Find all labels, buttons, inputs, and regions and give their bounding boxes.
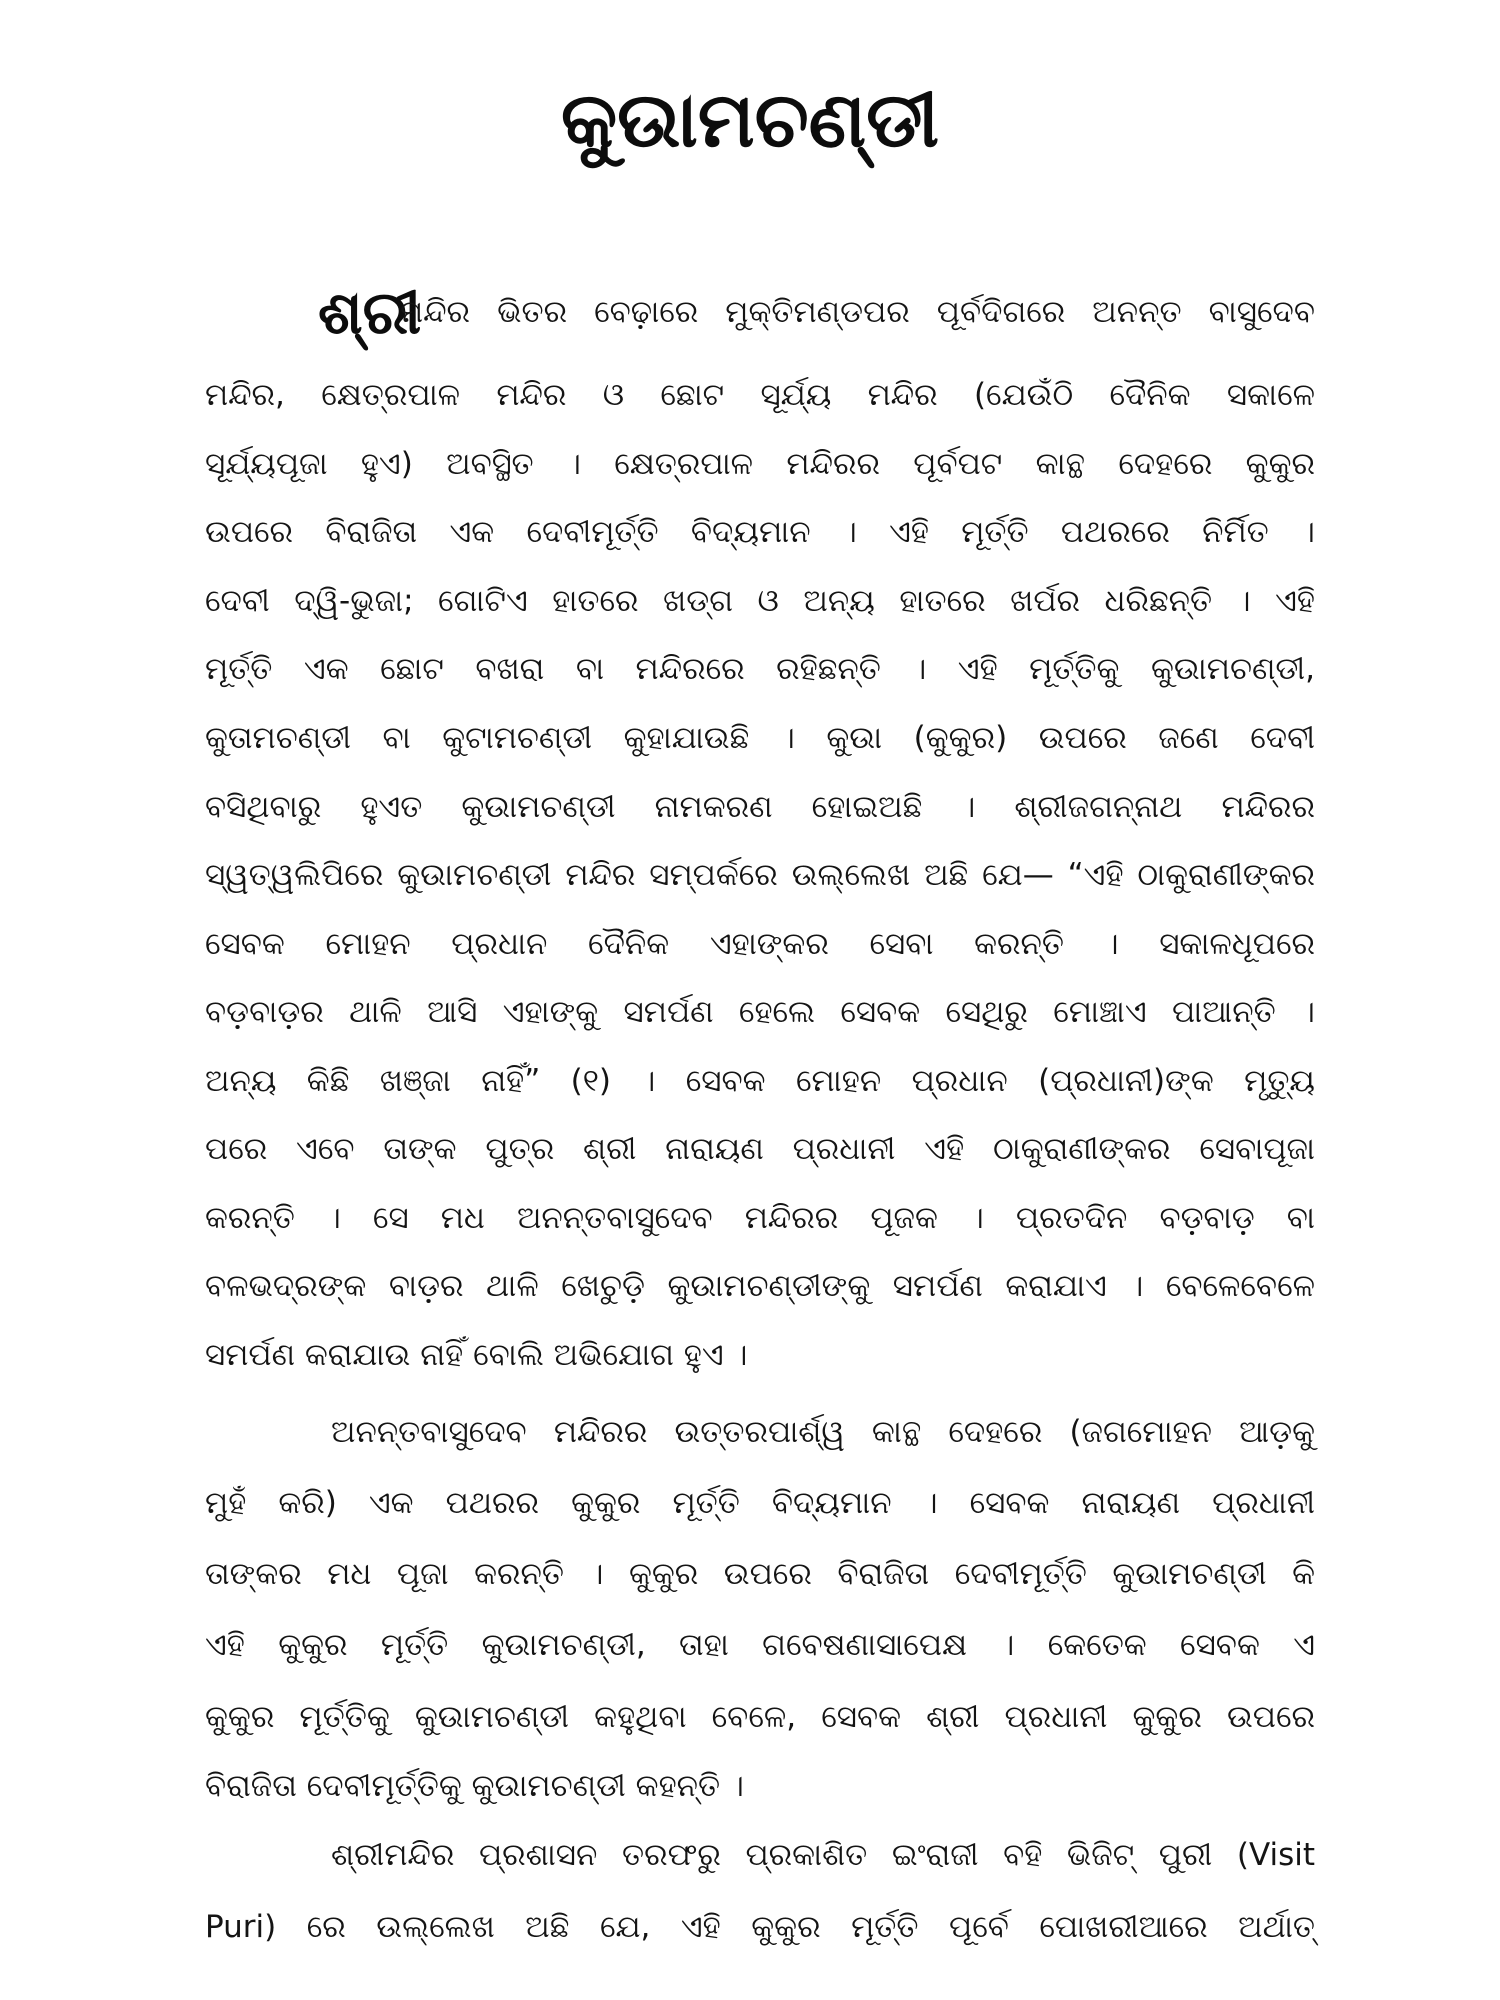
text-line: ଦେବୀ ଦ୍ୱି-ଭୁଜା; ଗୋଟିଏ ହାତରେ ଖଡ୍‌ଗ ଓ ଅନ୍ୟ ହାତରେ ଖର୍ପର ଧରିଛନ୍ତି । ଏହି [205, 583, 1315, 619]
text-line: ବଡ଼ବାଡ଼ର ଥାଳି ଆସି ଏହାଙ୍କୁ ସମର୍ପଣ ହେଲେ ସେବକ ସେଥିରୁ ମୋଞ୍ଚାଏ ପାଆନ୍ତି । [205, 994, 1315, 1030]
text-line: ମନ୍ଦିର ଭିତର ବେଢ଼ାରେ ମୁକ୍ତିମଣ୍ଡପର ପୂର୍ବଦିଗରେ ଅନନ୍ତ ବାସୁଦେବ [400, 294, 1315, 330]
text-line: ସ୍ୱତ୍ୱଲିପିରେ କୁଉାମଚଣ୍ଡୀ ମନ୍ଦିର ସମ୍ପର୍କରେ ଉଲ୍ଲେଖ ଅଛି ଯେ— “ଏହି ଠାକୁରାଣୀଙ୍କର [205, 857, 1315, 893]
text-line: ମୁହଁ କରି) ଏକ ପଥରର କୁକୁର ମୂର୍ତ୍ତି ବିଦ୍ୟମାନ । ସେବକ ନାରାୟଣ ପ୍ରଧାନୀ [205, 1485, 1315, 1521]
text-line: ତାଙ୍କର ମଧ ପୂଜା କରନ୍ତି । କୁକୁର ଉପରେ ବିରାଜିତା ଦେବୀମୂର୍ତ୍ତି କୁଉାମଚଣ୍ଡୀ କି [205, 1556, 1315, 1592]
text-line: ଉପରେ ବିରାଜିତା ଏକ ଦେବୀମୂର୍ତ୍ତି ବିଦ୍ୟମାନ । ଏହି ମୂର୍ତ୍ତି ପଥରରେ ନିର୍ମିତ । [205, 514, 1315, 550]
text-line: ବଳଭଦ୍ରଙ୍କ ବାଡ଼ର ଥାଳି ଖେଚୁଡ଼ି କୁଉାମଚଣ୍ଡୀଙ୍କୁ ସମର୍ପଣ କରାଯାଏ । ବେଳେବେଳେ [205, 1268, 1315, 1304]
text-line: ସୂର୍ଯ୍ୟପୂଜା ହୁଏ) ଅବସ୍ଥିତ । କ୍ଷେତ୍ରପାଳ ମନ୍ଦିରର ପୂର୍ବପଟ କାନ୍ଥ ଦେହରେ କୁକୁର [205, 446, 1315, 482]
text-line: କୁକୁର ମୂର୍ତ୍ତିକୁ କୁଉାମଚଣ୍ଡୀ କହୁଥିବା ବେଳେ, ସେବକ ଶ୍ରୀ ପ୍ରଧାନୀ କୁକୁର ଉପରେ [205, 1699, 1315, 1735]
text-line: Puri) ରେ ଉଲ୍ଲେଖ ଅଛି ଯେ, ଏହି କୁକୁର ମୂର୍ତ୍ତି ପୂର୍ବେ ପୋଖରୀଆରେ ଅର୍ଥାତ୍ [205, 1909, 1315, 1945]
text-line: କରନ୍ତି । ସେ ମଧ ଅନନ୍ତବାସୁଦେବ ମନ୍ଦିରର ପୂଜକ । ପ୍ରତଦିନ ବଡ଼ବାଡ଼ ବା [205, 1200, 1315, 1236]
text-line: କୁତାମଚଣ୍ଡୀ ବା କୁଟାମଚଣ୍ଡୀ କୁହାଯାଉଛି । କୁଉା (କୁକୁର) ଉପରେ ଜଣେ ଦେବୀ [205, 720, 1315, 756]
text-line: ଶ୍ରୀମନ୍ଦିର ପ୍ରଶାସନ ତରଫରୁ ପ୍ରକାଶିତ ଇଂରାଜୀ ବହି ଭିଜିଟ୍ ପୁରୀ (Visit [331, 1837, 1315, 1873]
text-line: ମନ୍ଦିର, କ୍ଷେତ୍ରପାଳ ମନ୍ଦିର ଓ ଛୋଟ ସୂର୍ଯ୍ୟ ମନ୍ଦିର (ଯେଉଁଠି ଦୈନିକ ସକାଳେ [205, 377, 1315, 413]
text-line: ବିରାଜିତା ଦେବୀମୂର୍ତ୍ତିକୁ କୁଉାମଚଣ୍ଡୀ କହନ୍ତି । [205, 1768, 744, 1804]
text-line: ମୂର୍ତ୍ତି ଏକ ଛୋଟ ବଖରା ବା ମନ୍ଦିରରେ ରହିଛନ୍ତି । ଏହି ମୂର୍ତ୍ତିକୁ କୁଉାମଚଣ୍ଡୀ, [205, 651, 1315, 687]
text-line: ଅନନ୍ତବାସୁଦେବ ମନ୍ଦିରର ଉତ୍ତରପାର୍ଶ୍ୱ କାନ୍ଥ ଦେହରେ (ଜଗମୋହନ ଆଡ଼କୁ [331, 1414, 1315, 1450]
drop-cap: ଶ୍ରୀ [318, 278, 422, 348]
text-line: ଏହି କୁକୁର ମୂର୍ତ୍ତି କୁଉାମଚଣ୍ଡୀ, ତାହା ଗବେଷଣାସାପେକ୍ଷ । କେତେକ ସେବକ ଏ [205, 1627, 1315, 1663]
text-line: ସେବକ ମୋହନ ପ୍ରଧାନ ଦୈନିକ ଏହାଙ୍କର ସେବା କରନ୍ତି । ସକାଳଧୂପରେ [205, 926, 1315, 962]
page-title: କୁଉାମଚଣ୍ଡୀ [560, 75, 940, 164]
text-line: ସମର୍ପଣ କରାଯାଉ ନାହିଁ ବୋଲି ଅଭିଯୋଗ ହୁଏ । [205, 1337, 748, 1373]
text-line: ପରେ ଏବେ ତାଙ୍କ ପୁତ୍ର ଶ୍ରୀ ନାରାୟଣ ପ୍ରଧାନୀ ଏହି ଠାକୁରାଣୀଙ୍କର ସେବାପୂଜା [205, 1131, 1315, 1167]
text-line: ବସିଥିବାରୁ ହୁଏତ କୁଉାମଚଣ୍ଡୀ ନାମକରଣ ହୋଇଅଛି । ଶ୍ରୀଜଗନ୍ନାଥ ମନ୍ଦିରର [205, 789, 1315, 825]
text-line: ଅନ୍ୟ କିଛି ଖଞ୍ଜା ନାହିଁ” (୧) । ସେବକ ମୋହନ ପ୍ରଧାନ (ପ୍ରଧାନୀ)ଙ୍କ ମୃତ୍ୟୁ [205, 1063, 1315, 1099]
